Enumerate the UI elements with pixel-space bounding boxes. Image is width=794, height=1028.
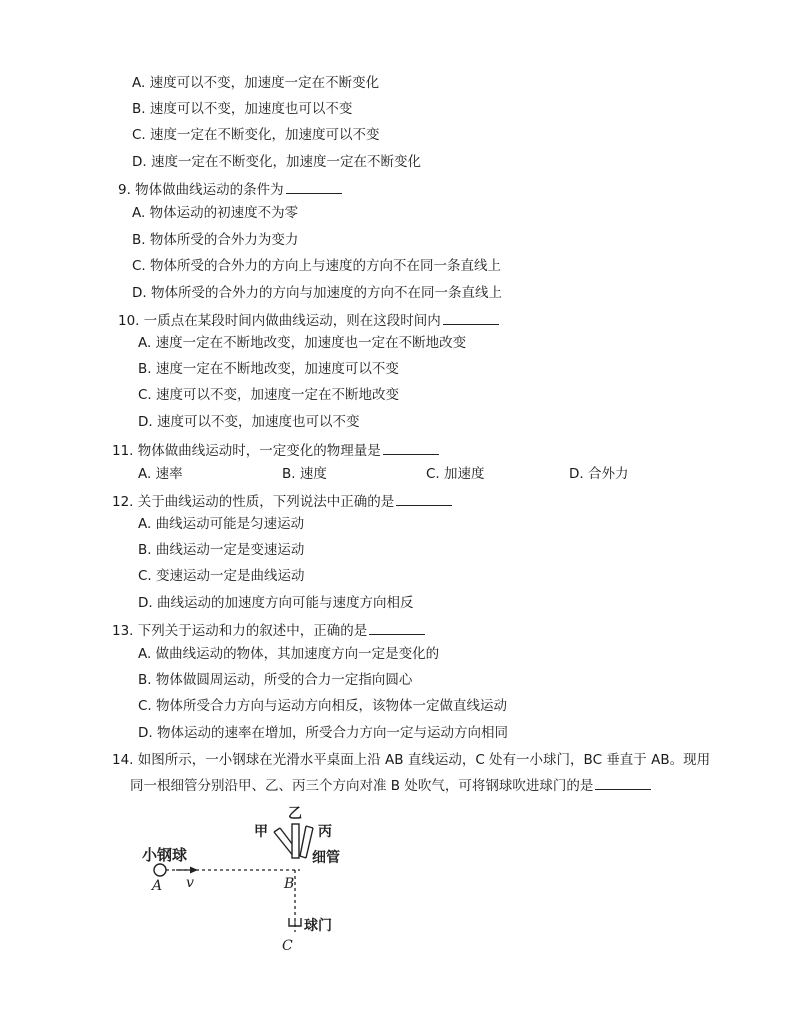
q9-stem xyxy=(118,180,342,199)
q8-option-d: D. 速度一定在不断变化，加速度一定在不断变化 xyxy=(132,154,421,170)
q10-stem xyxy=(118,311,499,330)
q11-stem xyxy=(112,441,439,460)
q13-option-c: C. 物体所受合力方向与运动方向相反，该物体一定做直线运动 xyxy=(138,698,508,714)
q12-option-b: B. 曲线运动一定是变速运动 xyxy=(138,542,305,558)
q8-option-c: C. 速度一定在不断变化，加速度可以不变 xyxy=(132,127,380,143)
q11-option-b: B. 速度 xyxy=(282,466,327,482)
label-point-c: C xyxy=(282,938,293,954)
answer-blank xyxy=(286,180,342,194)
label-point-a: A xyxy=(152,878,163,894)
tube-yi xyxy=(292,824,299,858)
q13-option-b: B. 物体做圆周运动，所受的合力一定指向圆心 xyxy=(138,672,413,688)
q11-option-c: C. 加速度 xyxy=(426,466,485,482)
velocity-arrowhead xyxy=(190,867,198,874)
q14-figure xyxy=(136,800,376,960)
q9-option-a: A. 物体运动的初速度不为零 xyxy=(132,205,299,221)
q12-option-d: D. 曲线运动的加速度方向可能与速度方向相反 xyxy=(138,595,414,611)
label-point-b: B xyxy=(284,876,295,892)
q10-option-b: B. 速度一定在不断地改变，加速度可以不变 xyxy=(138,361,399,377)
q13-stem-text: 13. 下列关于运动和力的叙述中，正确的是 xyxy=(112,623,368,639)
q13-stem xyxy=(112,621,425,640)
q11-stem-text: 11. 物体做曲线运动时，一定变化的物理量是 xyxy=(112,443,381,459)
q14-stem-line1: 14. 如图所示，一小钢球在光滑水平桌面上沿 AB 直线运动，C 处有一小球门，BC 垂直于 AB。现用 xyxy=(112,752,711,768)
label-jia: 甲 xyxy=(254,824,268,840)
label-tube: 细管 xyxy=(312,850,340,866)
q14-stem-line2-text: 同一根细管分别沿甲、乙、丙三个方向对准 B 处吹气，可将钢球吹进球门的是 xyxy=(130,778,594,794)
q12-option-a: A. 曲线运动可能是匀速运动 xyxy=(138,516,305,532)
answer-blank xyxy=(396,492,452,506)
q13-option-a: A. 做曲线运动的物体，其加速度方向一定是变化的 xyxy=(138,646,440,662)
label-goal: 球门 xyxy=(304,918,332,934)
q10-stem-text: 10. 一质点在某段时间内做曲线运动，则在这段时间内 xyxy=(118,313,441,329)
q12-option-c: C. 变速运动一定是曲线运动 xyxy=(138,568,305,584)
label-bing: 丙 xyxy=(318,824,332,840)
answer-blank xyxy=(595,776,651,790)
q12-stem-text: 12. 关于曲线运动的性质，下列说法中正确的是 xyxy=(112,494,395,510)
q13-option-d: D. 物体运动的速率在增加，所受合力方向一定与运动方向相同 xyxy=(138,725,508,741)
q14-stem-line2 xyxy=(130,776,651,795)
label-small-steel-ball: 小钢球 xyxy=(142,846,188,864)
q10-option-c: C. 速度可以不变，加速度一定在不断地改变 xyxy=(138,387,400,403)
steel-ball-circle xyxy=(154,864,166,876)
answer-blank xyxy=(369,621,425,635)
q11-option-d: D. 合外力 xyxy=(569,466,629,482)
q8-option-b: B. 速度可以不变，加速度也可以不变 xyxy=(132,101,353,117)
answer-blank xyxy=(443,311,499,325)
q8-option-a: A. 速度可以不变，加速度一定在不断变化 xyxy=(132,75,380,91)
q10-option-d: D. 速度可以不变，加速度也可以不变 xyxy=(138,414,360,430)
q9-option-b: B. 物体所受的合外力为变力 xyxy=(132,232,299,248)
q11-option-a: A. 速率 xyxy=(138,466,183,482)
label-velocity: v xyxy=(186,875,194,891)
label-yi: 乙 xyxy=(288,806,302,822)
q12-stem xyxy=(112,492,452,511)
q9-option-d: D. 物体所受的合外力的方向与加速度的方向不在同一条直线上 xyxy=(132,285,502,301)
q9-option-c: C. 物体所受的合外力的方向上与速度的方向不在同一条直线上 xyxy=(132,258,502,274)
answer-blank xyxy=(383,441,439,455)
q10-option-a: A. 速度一定在不断地改变，加速度也一定在不断地改变 xyxy=(138,335,467,351)
q9-stem-text: 9. 物体做曲线运动的条件为 xyxy=(118,182,284,198)
